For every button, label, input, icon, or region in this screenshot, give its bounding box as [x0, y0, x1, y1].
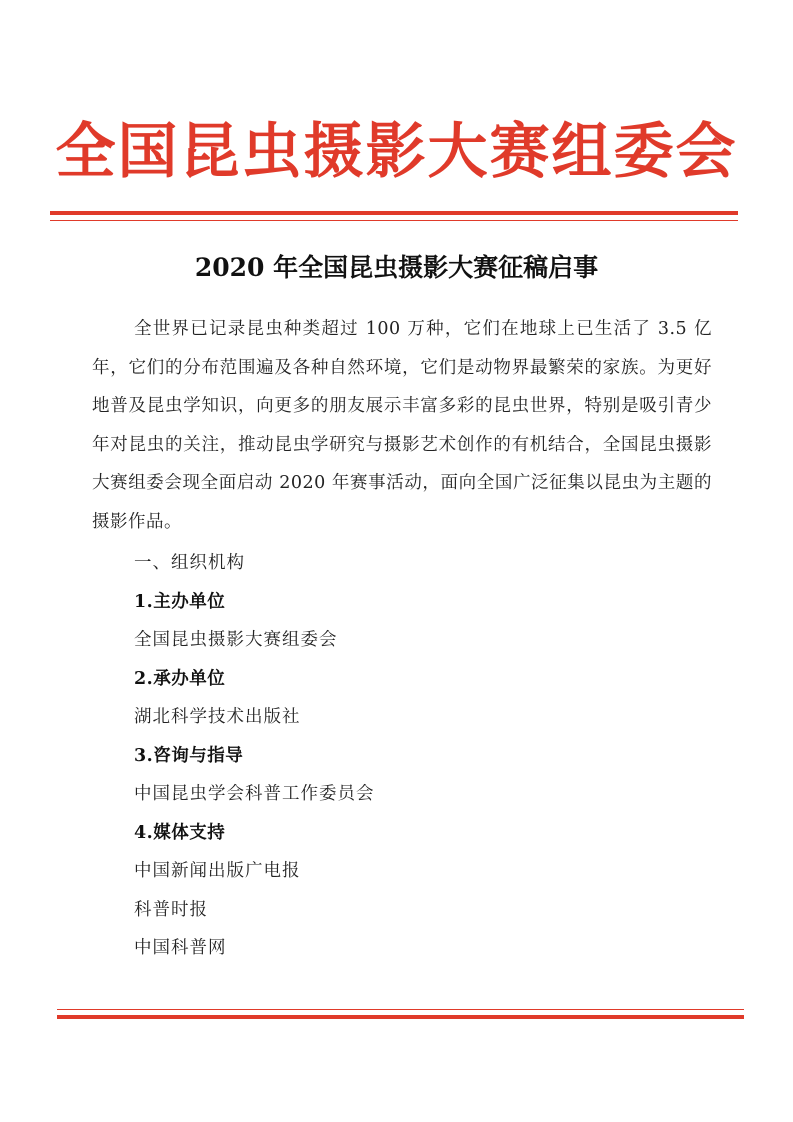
footer-rule-thick	[57, 1015, 744, 1019]
section-heading-organization: 一、组织机构	[134, 553, 245, 573]
group-label-advisory: 3.咨询与指导	[134, 746, 244, 766]
group-item-media-3: 中国科普网	[134, 938, 227, 958]
group-item-media-2: 科普时报	[134, 900, 208, 920]
document-title: 2020 年全国昆虫摄影大赛征稿启事	[194, 253, 599, 282]
group-item-advisory: 中国昆虫学会科普工作委员会	[134, 784, 375, 804]
group-label-host: 1.主办单位	[134, 592, 226, 612]
header-rule-thin	[50, 220, 738, 221]
group-label-media: 4.媒体支持	[134, 823, 226, 843]
group-item-host: 全国昆虫摄影大赛组委会	[134, 630, 338, 650]
intro-paragraph: 全世界已记录昆虫种类超过 100 万种，它们在地球上已生活了 3.5 亿年，它们的分布范围遍及各种自然环境，它们是动物界最繁荣的家族。为更好地普及昆虫学知识，向更多的朋友展示丰富多彩的昆虫世界，特别是吸引青少年对昆虫的关注，推动昆虫学研究与摄影艺术创作的有机结合，全国昆虫摄影大赛组委会现全面启动 2020 年赛事活动，面向全国广泛征集以昆虫为主题的摄影作品。	[92, 319, 712, 532]
masthead-title: 全国昆虫摄影大赛组委会	[55, 117, 738, 187]
group-item-media-1: 中国新闻出版广电报	[134, 861, 301, 881]
group-label-organizer: 2.承办单位	[134, 669, 226, 689]
header-rule-thick	[50, 211, 738, 215]
footer-rule-thin	[57, 1009, 744, 1010]
group-item-organizer: 湖北科学技术出版社	[134, 707, 301, 727]
